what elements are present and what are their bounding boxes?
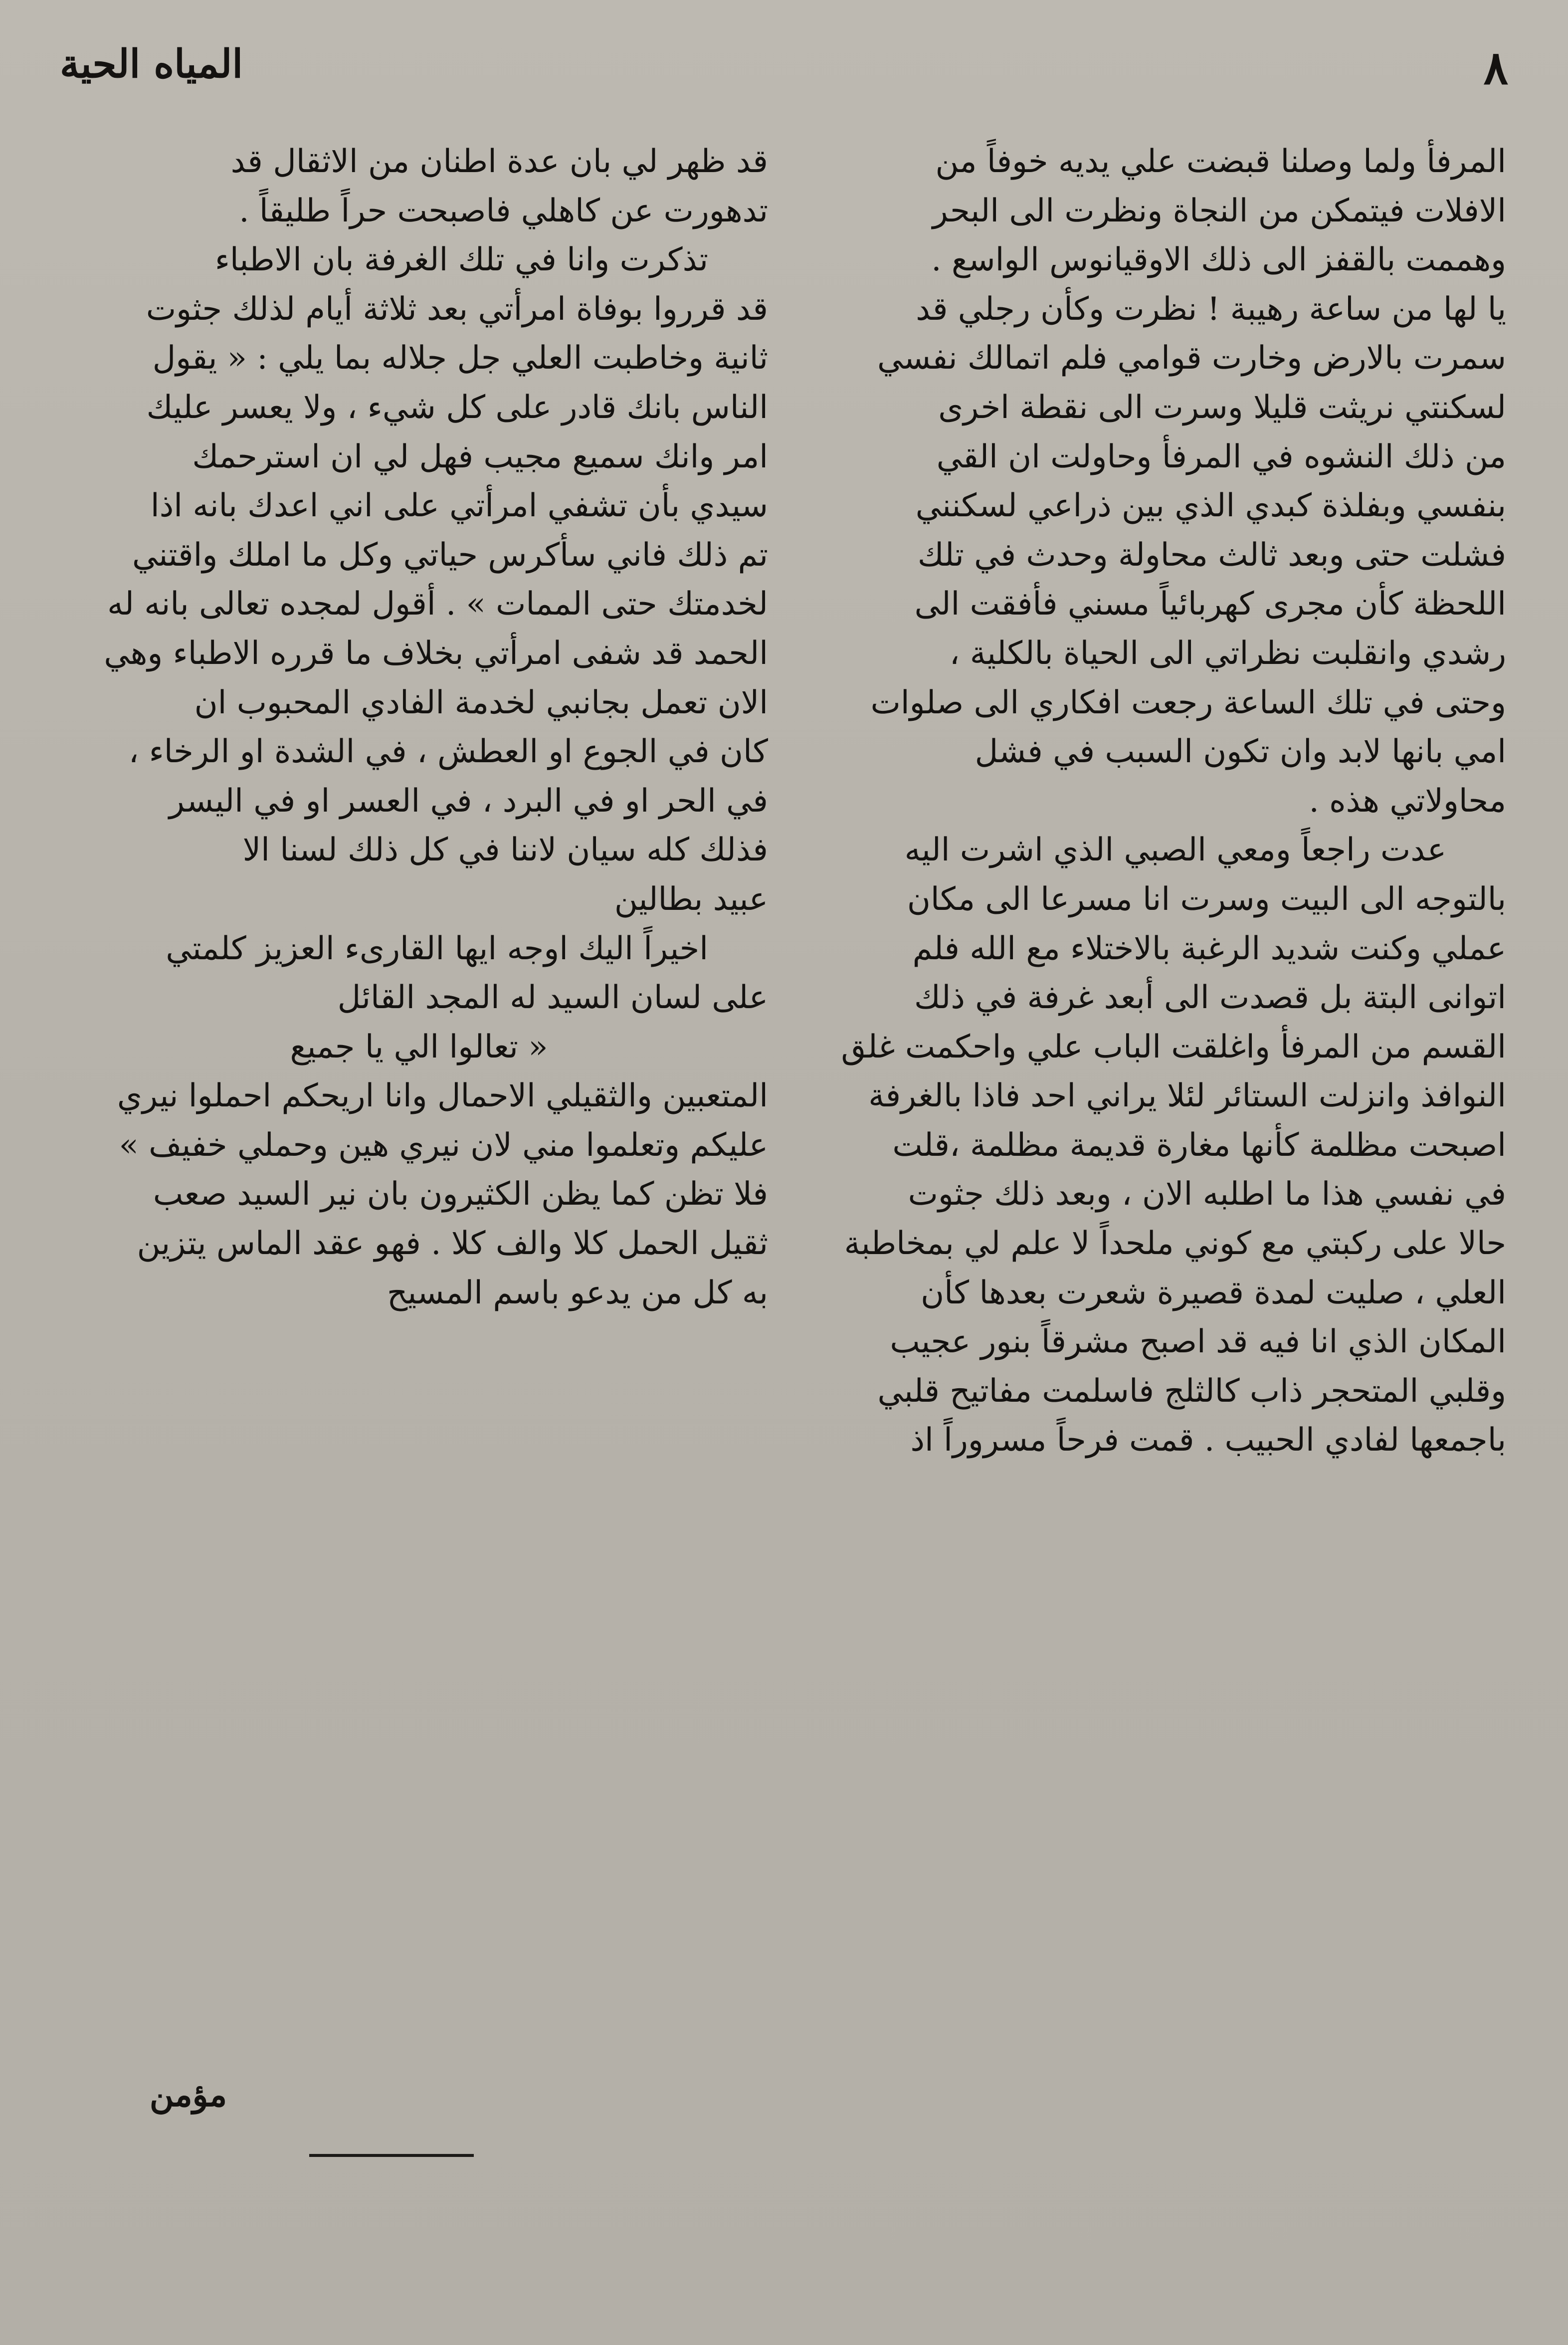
text-line: المرفأ ولما وصلنا قبضت علي يديه خوفاً من [935,143,1506,180]
text-line: المكان الذي انا فيه قد اصبح مشرقاً بنور عجيب [890,1323,1506,1361]
text-line: بنفسي وبفلذة كبدي الذي بين ذراعي لسكنني [915,487,1506,525]
text-line: على لسان السيد له المجد القائل [337,979,768,1017]
text-line: وحتى في تلك الساعة رجعت افكاري الى صلوات [870,684,1506,721]
text-line: تم ذلك فاني سأكرس حياتي وكل ما املك واقتني [132,536,768,574]
closing-rule [309,2154,474,2157]
text-line: محاولاتي هذه . [1309,782,1506,820]
paragraph-start-line: اخيراً اليك اوجه ايها القارىء العزيز كلمتي [166,930,708,967]
text-line: الحمد قد شفى امرأتي بخلاف ما قرره الاطباء وهي [104,635,768,672]
text-line: اتوانى البتة بل قصدت الى أبعد غرفة في ذلك [914,979,1506,1017]
text-line: امر وانك سميع مجيب فهل لي ان استرحمك [192,438,768,475]
text-line: وقلبي المتحجر ذاب كالثلج فاسلمت مفاتيح قلبي [877,1372,1506,1410]
text-line: كان في الجوع او العطش ، في الشدة او الرخاء ، [128,733,768,771]
text-line: لخدمتك حتى الممات » . أقول لمجده تعالى بانه له [107,586,768,623]
text-line: الافلات فيتمكن من النجاة ونظرت الى البحر [932,192,1506,229]
text-line: في الحر او في البرد ، في العسر او في اليسر [169,782,768,820]
text-line: النوافذ وانزلت الستائر لئلا يراني احد فاذا بالغرفة [868,1077,1506,1115]
text-line: قد ظهر لي بان عدة اطنان من الاثقال قد [230,143,768,180]
text-line: تدهورت عن كاهلي فاصبحت حراً طليقاً . [239,192,768,229]
left-column [70,137,768,1317]
text-line: عبيد بطالين [614,880,768,918]
text-line: عليكم وتعلموا مني لان نيري هين وحملي خفيف » [119,1126,768,1164]
page-header [60,41,1508,105]
text-line: الناس بانك قادر على كل شيء ، ولا يعسر عليك [146,389,768,426]
text-line: عملي وكنت شديد الرغبة بالاختلاء مع الله فلم [912,930,1506,967]
text-line: يا لها من ساعة رهيبة ! نظرت وكأن رجلي قد [916,290,1506,328]
text-line: في نفسي هذا ما اطلبه الان ، وبعد ذلك جثوت [908,1176,1506,1213]
text-line: القسم من المرفأ واغلقت الباب علي واحكمت غلق [841,1028,1506,1066]
text-line: فلا تظن كما يظن الكثيرون بان نير السيد صعب [153,1176,768,1213]
text-line: باجمعها لفادي الحبيب . قمت فرحاً مسروراً اذ [910,1422,1506,1459]
right-column [823,137,1506,1465]
text-line: به كل من يدعو باسم المسيح [387,1274,768,1311]
text-line: حالا على ركبتي مع كوني ملحداً لا علم لي بمخاطبة [844,1225,1506,1263]
text-line: من ذلك النشوه في المرفأ وحاولت ان القي [936,438,1506,475]
text-line: فشلت حتى وبعد ثالث محاولة وحدث في تلك [917,536,1506,574]
text-line: رشدي وانقلبت نظراتي الى الحياة بالكلية ، [949,635,1506,672]
text-line: اصبحت مظلمة كأنها مغارة قديمة مظلمة ،قلت [892,1126,1506,1164]
paragraph-start-line: عدت راجعاً ومعي الصبي الذي اشرت اليه [904,832,1446,869]
text-line: فذلك كله سيان لاننا في كل ذلك لسنا الا [242,832,768,869]
text-line: قد قرروا بوفاة امرأتي بعد ثلاثة أيام لذلك جثوت [146,290,768,328]
running-title: المياه الحية [60,41,243,87]
text-line: العلي ، صليت لمدة قصيرة شعرت بعدها كأن [921,1274,1506,1311]
text-line: اللحظة كأن مجرى كهربائياً مسني فأفقت الى [914,586,1506,623]
text-line: ثقيل الحمل كلا والف كلا . فهو عقد الماس يتزين [137,1225,768,1263]
text-line: لسكنتي نريثت قليلا وسرت الى نقطة اخرى [938,389,1506,426]
text-line: امي بانها لابد وان تكون السبب في فشل [975,733,1506,771]
quotation-line: « تعالوا الي يا جميع [290,1028,548,1066]
page-number: ٨ [1483,41,1508,95]
text-line: سمرت بالارض وخارت قوامي فلم اتمالك نفسي [877,340,1506,377]
text-line: وهممت بالقفز الى ذلك الاوقيانوس الواسع . [931,241,1506,279]
text-line: المتعبين والثقيلي الاحمال وانا اريحكم احملوا نيري [117,1077,768,1115]
author-signature: مؤمن [150,2075,227,2114]
text-line: بالتوجه الى البيت وسرت انا مسرعا الى مكان [907,880,1506,918]
paragraph-start-line: تذكرت وانا في تلك الغرفة بان الاطباء [214,241,708,279]
text-line: سيدي بأن تشفي امرأتي على اني اعدك بانه اذا [150,487,768,525]
text-line: ثانية وخاطبت العلي جل جلاله بما يلي : « يقول [152,340,768,377]
text-line: الان تعمل بجانبي لخدمة الفادي المحبوب ان [194,684,768,721]
